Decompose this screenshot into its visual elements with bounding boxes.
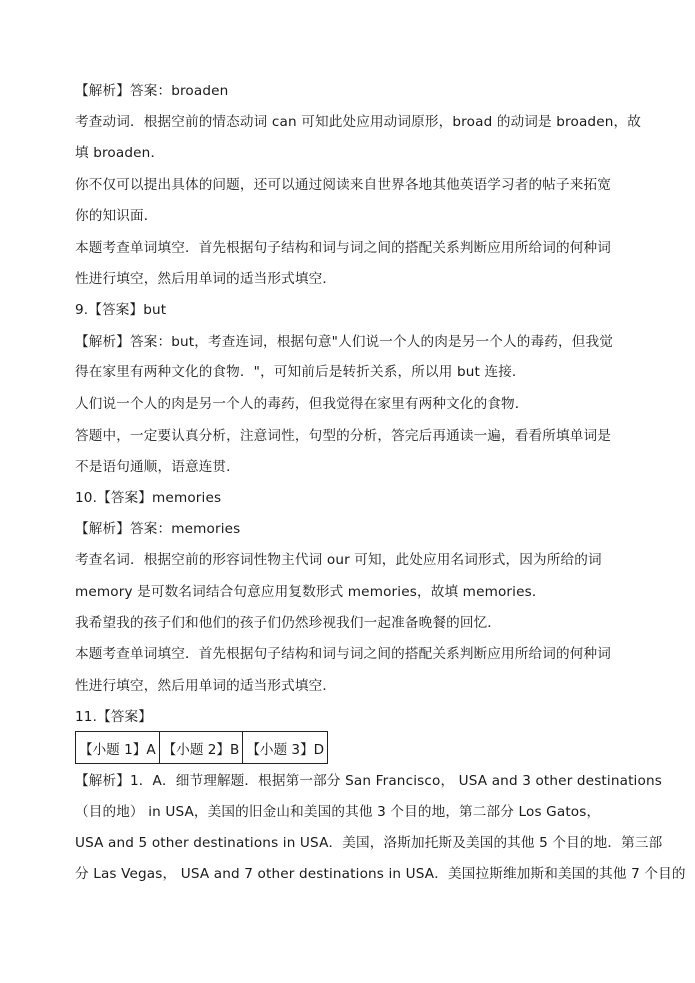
text-line: 【解析】答案：memories bbox=[75, 521, 241, 537]
text-line: 【解析】1．A．细节理解题．根据第一部分 San Francisco， USA and 3 other destinations bbox=[75, 773, 662, 789]
text-line: 填 broaden． bbox=[75, 145, 165, 161]
text-line: 不是语句通顺，语意连贯． bbox=[75, 459, 240, 475]
text-line: 考查名词．根据空前的形容词性物主代词 our 可知，此处应用名词形式，因为所给的词 bbox=[75, 552, 602, 568]
answer-heading: 10.【答案】memories bbox=[75, 490, 222, 506]
text-line: 人们说一个人的肉是另一个人的毒药，但我觉得在家里有两种文化的食物． bbox=[75, 396, 529, 412]
text-line: 你不仅可以提出具体的问题，还可以通过阅读来自世界各地其他英语学习者的帖子来拓宽 bbox=[75, 177, 612, 193]
text-line: 性进行填空，然后用单词的适当形式填空． bbox=[75, 678, 337, 694]
answer-heading: 11.【答案】 bbox=[75, 709, 153, 725]
table-cell: 【小题 3】D bbox=[243, 732, 328, 764]
answer-heading: 9.【答案】but bbox=[75, 302, 167, 318]
text-line: 分 Las Vegas， USA and 7 other destinations in USA．美国拉斯维加斯和美国的其他 7 个目的 bbox=[75, 866, 686, 882]
answer-table bbox=[75, 731, 328, 764]
text-line: 得在家里有两种文化的食物．"，可知前后是转折关系，所以用 but 连接． bbox=[75, 364, 526, 380]
text-line: 【解析】答案：broaden bbox=[75, 83, 229, 99]
text-line: 性进行填空，然后用单词的适当形式填空． bbox=[75, 271, 337, 287]
text-line: 考查动词．根据空前的情态动词 can 可知此处应用动词原形，broad 的动词是 broaden，故 bbox=[75, 114, 641, 130]
text-line: 我希望我的孩子们和他们的孩子们仍然珍视我们一起准备晚餐的回忆． bbox=[75, 615, 502, 631]
text-line: memory 是可数名词结合句意应用复数形式 memories，故填 memories． bbox=[75, 584, 546, 600]
text-line: 答题中，一定要认真分析，注意词性，句型的分析，答完后再通读一遍，看看所填单词是 bbox=[75, 428, 612, 444]
table-cell: 【小题 2】B bbox=[159, 732, 243, 764]
text-line: 本题考查单词填空．首先根据句子结构和词与词之间的搭配关系判断应用所给词的何种词 bbox=[75, 646, 612, 662]
text-line: 【解析】答案：but，考查连词，根据句意"人们说一个人的肉是另一个人的毒药，但我觉 bbox=[75, 334, 613, 350]
text-line: 你的知识面． bbox=[75, 208, 158, 224]
table-row bbox=[76, 732, 328, 764]
text-line: （目的地） in USA，美国的旧金山和美国的其他 3 个目的地，第二部分 Los Gatos， bbox=[75, 804, 601, 820]
text-line: 本题考查单词填空．首先根据句子结构和词与词之间的搭配关系判断应用所给词的何种词 bbox=[75, 240, 612, 256]
text-line: USA and 5 other destinations in USA．美国，洛斯加托斯及美国的其他 5 个目的地．第三部 bbox=[75, 835, 663, 851]
table-cell: 【小题 1】A bbox=[76, 732, 160, 764]
